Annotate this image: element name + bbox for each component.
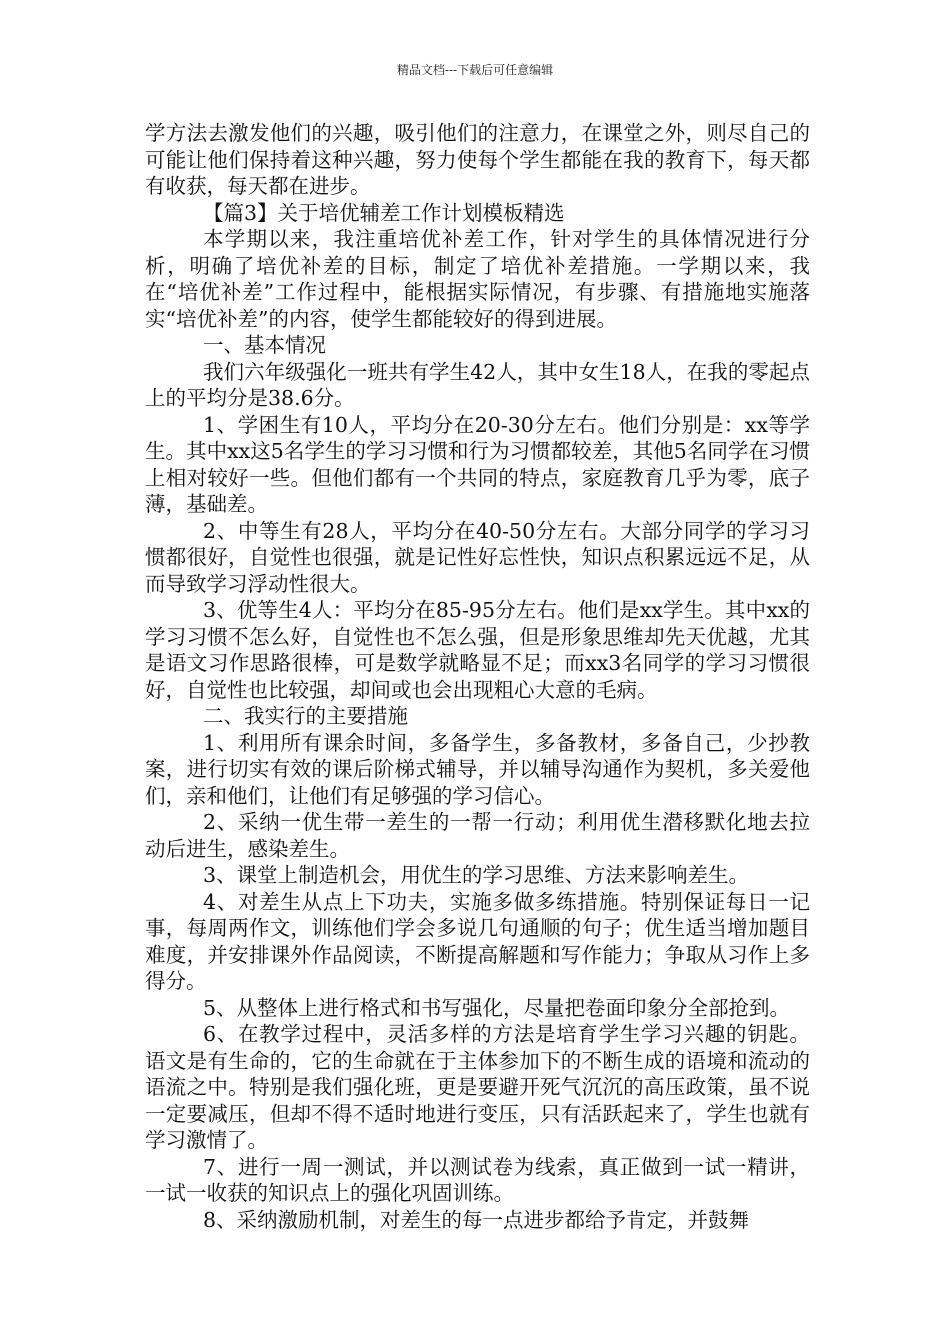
page-header: 精品文档---下载后可任意编辑: [396, 63, 554, 77]
paragraph-top-students: 3、优等生4人：平均分在85-95分左右。他们是xx学生。其中xx的学习习惯不怎么好，自觉性也不怎么强，但是形象思维却先天优越，尤其是语文习作思路很棒，可是数学就略显不足；而xx3名同学的学习习惯很好，自觉性也比较强，却间或也会出现粗心大意的毛病。: [145, 598, 810, 702]
paragraph-measure-1: 1、利用所有课余时间，多备学生，多备教材，多备自己，少抄教案，进行切实有效的课后阶梯式辅导，并以辅导沟通作为契机，多关爱他们，亲和他们，让他们有足够强的学习信心。: [145, 730, 810, 808]
paragraph-measure-4: 4、对差生从点上下功夫，实施多做多练措施。特别保证每日一记事，每周两作文，训练他们学会多说几句通顺的句子；优生适当增加题目难度，并安排课外作品阅读，不断提高解题和写作能力；争取从习作上多得分。: [145, 889, 810, 993]
paragraph-measure-3: 3、课堂上制造机会，用优生的学习思维、方法来影响差生。: [203, 863, 750, 887]
paragraph-class-overview: 我们六年级强化一班共有学生42人，其中女生18人，在我的零起点上的平均分是38.6分。: [145, 359, 810, 410]
paragraph-struggling-students: 1、学困生有10人，平均分在20-30分左右。他们分别是：xx等学生。其中xx这5名学生的学习习惯和行为习惯都较差，其他5名同学在习惯上相对较好一些。但他们都有一个共同的特点，家庭教育几乎为零，底子薄，基础差。: [145, 412, 810, 516]
document-body: [145, 120, 810, 1233]
heading-main-measures: 二、我实行的主要措施: [203, 704, 408, 728]
paragraph-measure-5: 5、从整体上进行格式和书写强化，尽量把卷面印象分全部抢到。: [203, 995, 791, 1020]
paragraph-measure-7: 7、进行一周一测试，并以测试卷为线索，真正做到一试一精讲，一试一收获的知识点上的强化巩固训练。: [145, 1154, 810, 1205]
paragraph-intro: 本学期以来，我注重培优补差工作，针对学生的具体情况进行分析，明确了培优补差的目标，制定了培优补差措施。一学期以来，我在“培优补差”工作过程中，能根据实际情况，有步骤、有措施地实施落实“培优补差”的内容，使学生都能较好的得到进展。: [145, 227, 810, 331]
paragraph-average-students: 2、中等生有28人，平均分在40-50分左右。大部分同学的学习习惯都很好，自觉性也很强，就是记性好忘性快，知识点积累远远不足，从而导致学习浮动性很大。: [145, 518, 810, 596]
heading-basic-situation: 一、基本情况: [203, 333, 326, 357]
paragraph-continuation: 学方法去激发他们的兴趣，吸引他们的注意力，在课堂之外，则尽自己的可能让他们保持着这种兴趣，努力使每个学生都能在我的教育下，每天都有收获，每天都在进步。: [145, 121, 810, 198]
paragraph-measure-8: 8、采纳激励机制，对差生的每一点进步都给予肯定，并鼓舞: [203, 1207, 750, 1232]
section-title: 【篇3】关于培优辅差工作计划模板精选: [203, 200, 565, 225]
paragraph-measure-6: 6、在教学过程中，灵活多样的方法是培育学生学习兴趣的钥匙。语文是有生命的，它的生命就在于主体参加下的不断生成的语境和流动的语流之中。特别是我们强化班，更是要避开死气沉沉的高压政策，虽不说一定要减压，但却不得不适时地进行变压，只有活跃起来了，学生也就有学习激情了。: [145, 1022, 810, 1152]
paragraph-measure-2: 2、采纳一优生带一差生的一帮一行动；利用优生潜移默化地去拉动后进生，感染差生。: [145, 810, 810, 861]
